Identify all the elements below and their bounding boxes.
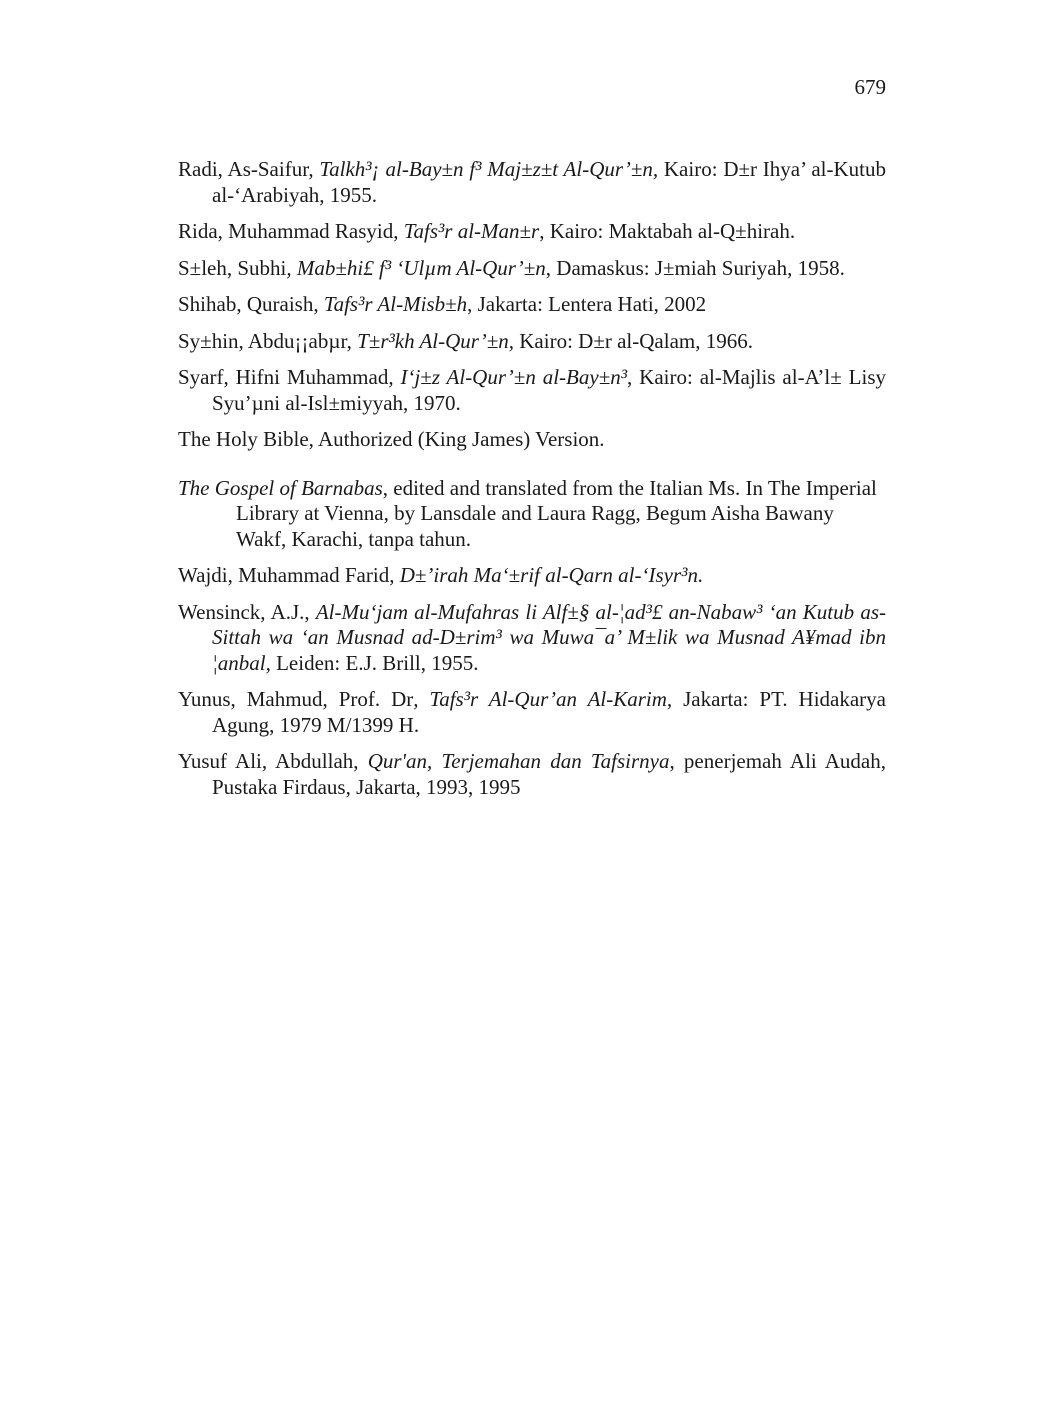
entry-title: T±r³kh Al-Qur’±n, bbox=[357, 328, 515, 353]
bibliography-entry bbox=[178, 687, 886, 738]
entry-author: Syarf, Hifni Muhammad bbox=[178, 365, 389, 389]
entry-title: , I‘j±z Al-Qur’±n al-Bay±n³ bbox=[388, 365, 628, 389]
bibliography-entry bbox=[178, 256, 886, 282]
bibliography-entry bbox=[178, 292, 886, 318]
bibliography-entry bbox=[178, 563, 886, 589]
bibliography-entry bbox=[178, 600, 886, 677]
page-number: 679 bbox=[854, 75, 886, 99]
entry-title: Qur'an, Terjemahan dan Tafsirnya bbox=[367, 749, 670, 773]
entry-author: Sy±hin, Abdu¡¡abµr, bbox=[178, 328, 358, 353]
entry-title: The Gospel of Barnabas bbox=[178, 475, 383, 500]
entry-title: , Tafs³r Al-Qur’an Al-Karim, bbox=[413, 687, 673, 711]
entry-title: D±’irah Ma‘±rif al-Qarn al-‘Isyr³n. bbox=[399, 563, 704, 587]
entry-author: Yunus, Mahmud, Prof. Dr bbox=[178, 687, 414, 711]
entry-publication: Kairo: D±r al-Qalam, 1966. bbox=[514, 328, 753, 353]
entry-author: Wensinck, A.J., bbox=[178, 599, 316, 624]
bibliography-entry bbox=[178, 365, 886, 416]
entry-author: Radi, As-Saifur, bbox=[178, 157, 320, 181]
entry-publication: Kairo: D±r Ihya’ al-Kutub al-‘Arabiyah, 1955. bbox=[212, 157, 886, 207]
entry-title: , Mab±hi£ f³ ‘Ulµm Al-Qur’±n bbox=[286, 255, 546, 280]
bibliography-entry bbox=[178, 219, 886, 245]
bibliography-list bbox=[178, 157, 886, 811]
entry-author: Shihab, Quraish, bbox=[178, 292, 324, 316]
entry-title: Tafs³r Al-Misb±h bbox=[323, 292, 468, 316]
bibliography-entry bbox=[178, 476, 886, 553]
entry-author: The Holy Bible, Authorized (King James) Version. bbox=[178, 427, 605, 451]
entry-publication: Jakarta: PT. Hidakarya Agung, 1979 M/1399 H. bbox=[212, 687, 886, 737]
bibliography-entry bbox=[178, 427, 886, 453]
entry-author: S±leh, Subhi bbox=[178, 255, 287, 280]
entry-title: Al-Mu‘jam al-Mufahras li Alf±§ al-¦ad³£ an-Nabaw³ ‘an Kutub as-Sittah wa ‘an Musnad ad-D±rim³ wa Muwa¯a’ M±lik wa Musnad A¥mad ibn ¦anbal, bbox=[212, 599, 886, 675]
entry-author: Yusuf Ali, Abdullah, bbox=[178, 749, 368, 773]
bibliography-entry bbox=[178, 157, 886, 208]
bibliography-entry bbox=[178, 329, 886, 355]
entry-title: Talkh³¡ al-Bay±n f³ Maj±z±t Al-Qur’±n, bbox=[319, 157, 659, 181]
entry-publication: , Jakarta: Lentera Hati, 2002 bbox=[467, 292, 707, 316]
entry-author: Wajdi, Muhammad Farid, bbox=[178, 563, 400, 587]
entry-title: Tafs³r al-Man±r bbox=[403, 219, 540, 243]
bibliography-entry bbox=[178, 749, 886, 800]
entry-publication: , Kairo: Maktabah al-Q±hirah. bbox=[539, 219, 796, 243]
entry-author: Rida, Muhammad Rasyid, bbox=[178, 219, 404, 243]
entry-publication: , penerjemah Ali Audah, Pustaka Firdaus, Jakarta, 1993, 1995 bbox=[212, 749, 886, 799]
entry-publication: , edited and translated from the Italian Ms. In The Imperial Library at Vienna, by Lansdale and Laura Ragg, Begum Aisha Bawany Wakf, Karachi, tanpa tahun. bbox=[236, 475, 877, 551]
entry-publication: Leiden: E.J. Brill, 1955. bbox=[270, 650, 479, 675]
entry-publication: , Damaskus: J±miah Suriyah, 1958. bbox=[545, 255, 845, 280]
entry-publication: , Kairo: al-Majlis al-A’l± Lisy Syu’µni al-Isl±miyyah, 1970. bbox=[212, 365, 886, 415]
